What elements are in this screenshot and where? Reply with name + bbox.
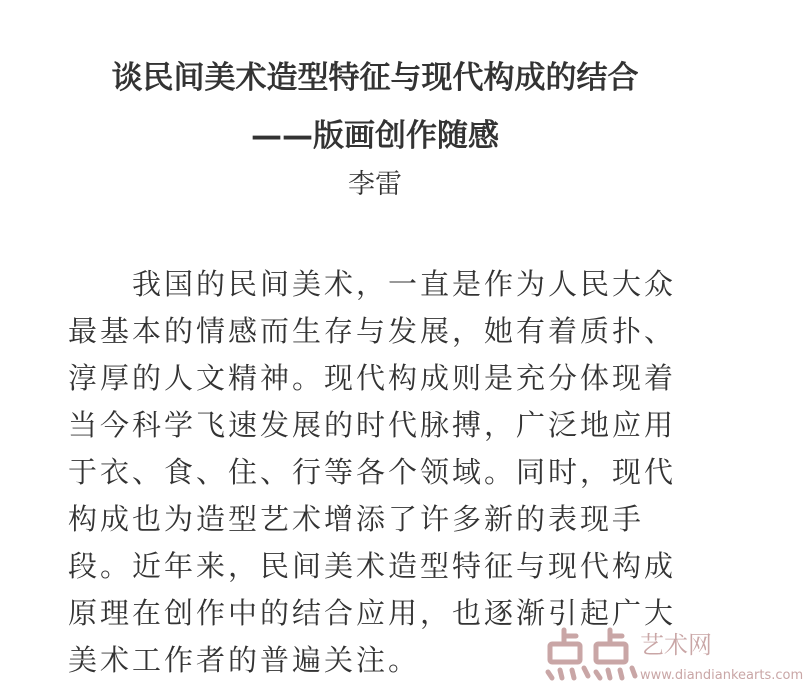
watermark-logo-icon <box>540 626 638 682</box>
site-watermark <box>540 626 803 696</box>
article-subtitle: ——版画创作随感 <box>251 118 499 154</box>
body-line: 段。近年来，民间美术造型特征与现代构成 <box>68 549 677 583</box>
body-line: 淳厚的人文精神。现代构成则是充分体现着 <box>68 361 677 395</box>
watermark-site-name: 艺术网 <box>640 631 712 659</box>
body-line: 构成也为造型艺术增添了许多新的表现手 <box>68 502 645 536</box>
body-line: 我国的民间美术，一直是作为人民大众 <box>68 267 677 301</box>
watermark-url: www.diandiankearts.com <box>640 668 803 683</box>
body-line: 美术工作者的普遍关注。 <box>68 643 421 677</box>
author-name: 李雷 <box>348 169 402 200</box>
article-title: 谈民间美术造型特征与现代构成的结合 <box>111 60 639 96</box>
body-line: 当今科学飞速发展的时代脉搏，广泛地应用 <box>68 408 677 442</box>
body-line: 于衣、食、住、行等各个领域。同时，现代 <box>68 455 677 489</box>
body-line: 原理在创作中的结合应用，也逐渐引起广大 <box>68 596 677 630</box>
body-line: 最基本的情感而生存与发展，她有着质扑、 <box>68 314 677 348</box>
